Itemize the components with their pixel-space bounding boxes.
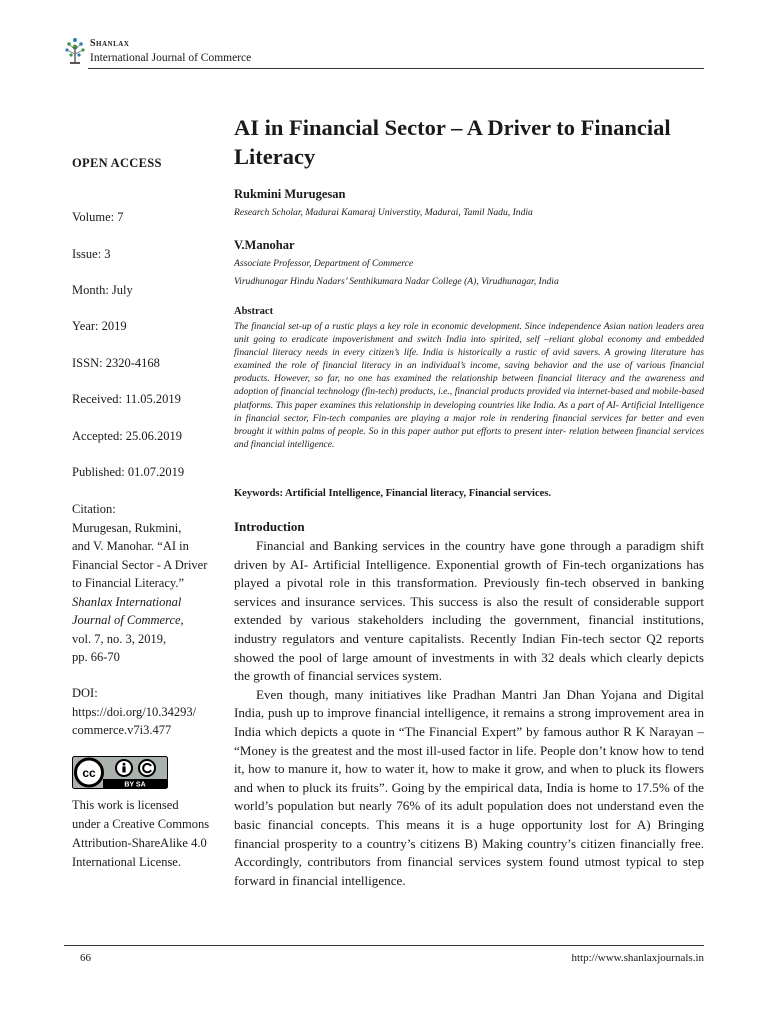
abstract-text: The financial set-up of a rustic plays a key role in economic development. Since independence Asian nation leaders area unit going to eradicate impoverishment and switch India into spirited, self –reliant global economy and embedded financial literacy needs in every citizen’s life. India is historically a rustic of avid savers. A growing literature has examined the role of financial literacy in an individual’s income, saving behavior and the use of various financial products. However, so far, no one has examined the relationship between financial literacy and the awareness and adoption of financial technology (fin-tech) products, i.e., financial products provided via internet-based and mobile-based platforms. This paper examines this relationship in developing countries like India. As a part of AI- Artificial Intelligence in financial sector, Fin-tech companies are playing a major role in rendering financial services far better and even brought it within palms of people. So in this paper author put efforts to present inter- relation between financial services and financial intelligence. [234, 321, 704, 450]
keywords: Keywords: Artificial Intelligence, Financial literacy, Financial services. [234, 488, 551, 499]
author-affiliation: Associate Professor, Department of Commerce [234, 258, 414, 269]
citation-line: pp. 66-70 [72, 650, 120, 664]
doi-block [72, 684, 222, 740]
citation-block [72, 500, 222, 667]
citation-label: Citation: [72, 502, 116, 516]
section-heading-introduction: Introduction [234, 519, 305, 534]
doi-label: DOI: [72, 686, 98, 700]
citation-line: Shanlax International [72, 594, 182, 609]
open-access-label: OPEN ACCESS [72, 156, 162, 170]
author-affiliation: Virudhunagar Hindu Nadars’ Senthikumara Nadar College (A), Virudhunagar, India [234, 276, 559, 287]
introduction-body [234, 537, 704, 890]
svg-text:cc: cc [82, 766, 96, 780]
author-name: V.Manohar [234, 238, 295, 252]
header-divider [88, 68, 704, 69]
published-date: Published: 01.07.2019 [72, 465, 185, 479]
journal-url-link[interactable]: http://www.shanlaxjournals.in [571, 952, 704, 964]
author-affiliation: Research Scholar, Madurai Kamaraj Universtity, Madurai, Tamil Nadu, India [234, 207, 533, 218]
year: Year: 2019 [72, 319, 127, 333]
paragraph: Financial and Banking services in the country have gone through a paradigm shift driven by AI- Artificial Intelligence. Exponential growth of Fin-tech organizations has played a pivotal role in this transformation. Previously fin-tech observed in banking services and insurance services. This success is also the result of considerable support extended by various stakeholders including the government, financial institutions, industry regulators and venture capitalists. Recently Indian Fin-tech sector Q2 reports showed the pool of large amount of investments in with 32 deals which clearly depicts the growth of financial services system. [234, 538, 704, 684]
page-number: 66 [80, 952, 91, 964]
footer-divider [64, 945, 704, 946]
citation-line: Financial Sector - A Driver [72, 557, 208, 572]
month: Month: July [72, 283, 133, 297]
license-line: International License. [72, 855, 181, 869]
citation-line: to Financial Literacy.” [72, 576, 184, 590]
accepted-date: Accepted: 25.06.2019 [72, 429, 183, 443]
publisher-brand: Shanlax [90, 38, 130, 49]
paragraph: Even though, many initiatives like Pradhan Mantri Jan Dhan Yojana and Digital India, push up to improve financial intelligence, it remains a strong improvement area in India which depicts a quote in “The Financial Expert” by famous author R K Narayan – “Money is the greatest and the most ill-used factor in life. People don’t know how to tend it, how to manure it, how to water it, how to make it grow, and when to pluck its flowers and when to pluck its fruits”. Going by the empirical data, India is home to 17.5% of the world’s population but nearly 76% of its adult population does not understand even the basic financial concepts. This means it is a huge opportunity lost for A) Bringing financial prosperity to a country’s citizens B) Making country’s citizen financially free. Accordingly, contributors from financial services system found utmost typical to step forward in financial intelligence. [234, 686, 704, 888]
shanlax-logo-icon [64, 36, 86, 66]
doi-link[interactable]: commerce.v7i3.477 [72, 723, 172, 737]
doi-link[interactable]: https://doi.org/10.34293/ [72, 704, 197, 719]
received-date: Received: 11.05.2019 [72, 392, 181, 406]
abstract-heading: Abstract [234, 306, 274, 317]
author-name: Rukmini Murugesan [234, 187, 346, 201]
article-title: AI in Financial Sector – A Driver to Financial Literacy [234, 115, 671, 169]
issue: Issue: 3 [72, 247, 111, 261]
citation-line: Murugesan, Rukmini, [72, 520, 182, 535]
journal-header [64, 36, 251, 66]
volume: Volume: 7 [72, 210, 124, 224]
license-line: This work is licensed [72, 798, 179, 812]
cc-by-sa-license-icon[interactable] [72, 756, 168, 789]
citation-line: Journal of Commerce, [72, 613, 184, 627]
citation-line: and V. Manohar. “AI in [72, 539, 189, 553]
journal-name: International Journal of Commerce [90, 52, 252, 64]
license-line: Attribution-ShareAlike 4.0 [72, 836, 207, 850]
license-text [72, 796, 222, 872]
cc-badge-text: BY SA [124, 781, 146, 789]
license-line: under a Creative Commons [72, 817, 210, 831]
citation-line: vol. 7, no. 3, 2019, [72, 631, 167, 646]
issn: ISSN: 2320-4168 [72, 356, 160, 370]
